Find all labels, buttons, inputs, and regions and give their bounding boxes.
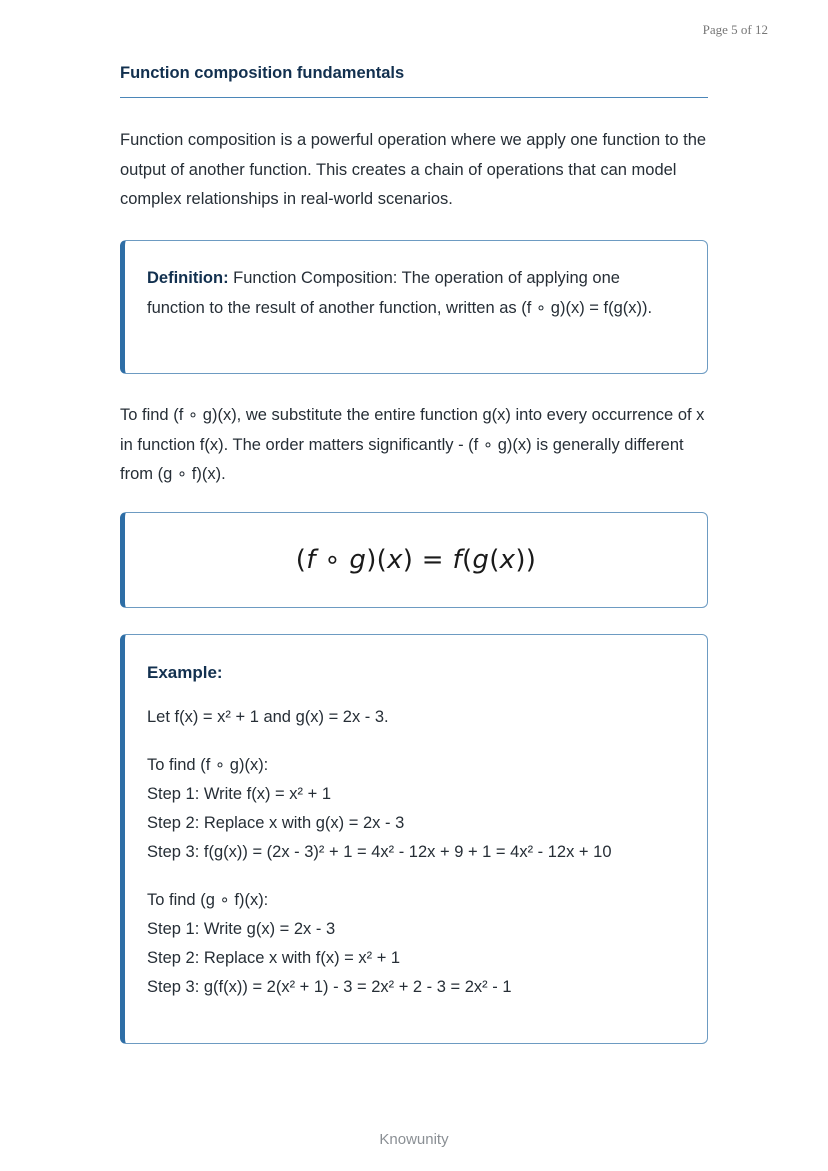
definition-text (147, 263, 677, 323)
formula-box (120, 512, 708, 608)
definition-body: Function Composition: The operation of applying one function to the result of another function, written as (f ∘ g)(x) = f(g(x)). (147, 269, 653, 317)
example-given-functions: Let f(x) = x² + 1 and g(x) = 2x - 3. (147, 708, 389, 726)
example-fog-group (147, 751, 677, 867)
example-fog-step-2: Step 2: Replace x with g(x) = 2x - 3 (147, 814, 405, 832)
example-box (120, 634, 708, 1044)
page-number: Page 5 of 12 (702, 22, 768, 37)
intro-paragraph: Function composition is a powerful operation where we apply one function to the output of another function. This creates a chain of operations that can model complex relationships in real-world scenarios. (120, 131, 707, 208)
section-title: Function composition fundamentals (120, 64, 405, 82)
definition-label: Definition: (147, 269, 229, 287)
example-gof-step-2: Step 2: Replace x with f(x) = x² + 1 (147, 949, 401, 967)
example-fog-title: To find (f ∘ g)(x): (147, 756, 269, 774)
example-fog-step-3: Step 3: f(g(x)) = (2x - 3)² + 1 = 4x² - 12x + 9 + 1 = 4x² - 12x + 10 (147, 843, 612, 861)
example-gof-step-3: Step 3: g(f(x)) = 2(x² + 1) - 3 = 2x² + 2 - 3 = 2x² - 1 (147, 978, 512, 996)
example-gof-group (147, 886, 677, 1002)
example-fog-step-1: Step 1: Write f(x) = x² + 1 (147, 785, 332, 803)
substitution-paragraph: To find (f ∘ g)(x), we substitute the entire function g(x) into every occurrence of x in function f(x). The order matters significantly - (f ∘ g)(x) is generally different from (g ∘ f)(x). (120, 406, 705, 483)
example-gof-step-1: Step 1: Write g(x) = 2x - 3 (147, 920, 336, 938)
title-divider (120, 97, 708, 98)
example-heading: Example: (147, 663, 223, 682)
example-gof-title: To find (g ∘ f)(x): (147, 891, 269, 909)
footer-brand: Knowunity (379, 1131, 449, 1148)
composition-formula: (f ∘ g)(x) = f(g(x)) (295, 545, 537, 575)
definition-box (120, 240, 708, 374)
